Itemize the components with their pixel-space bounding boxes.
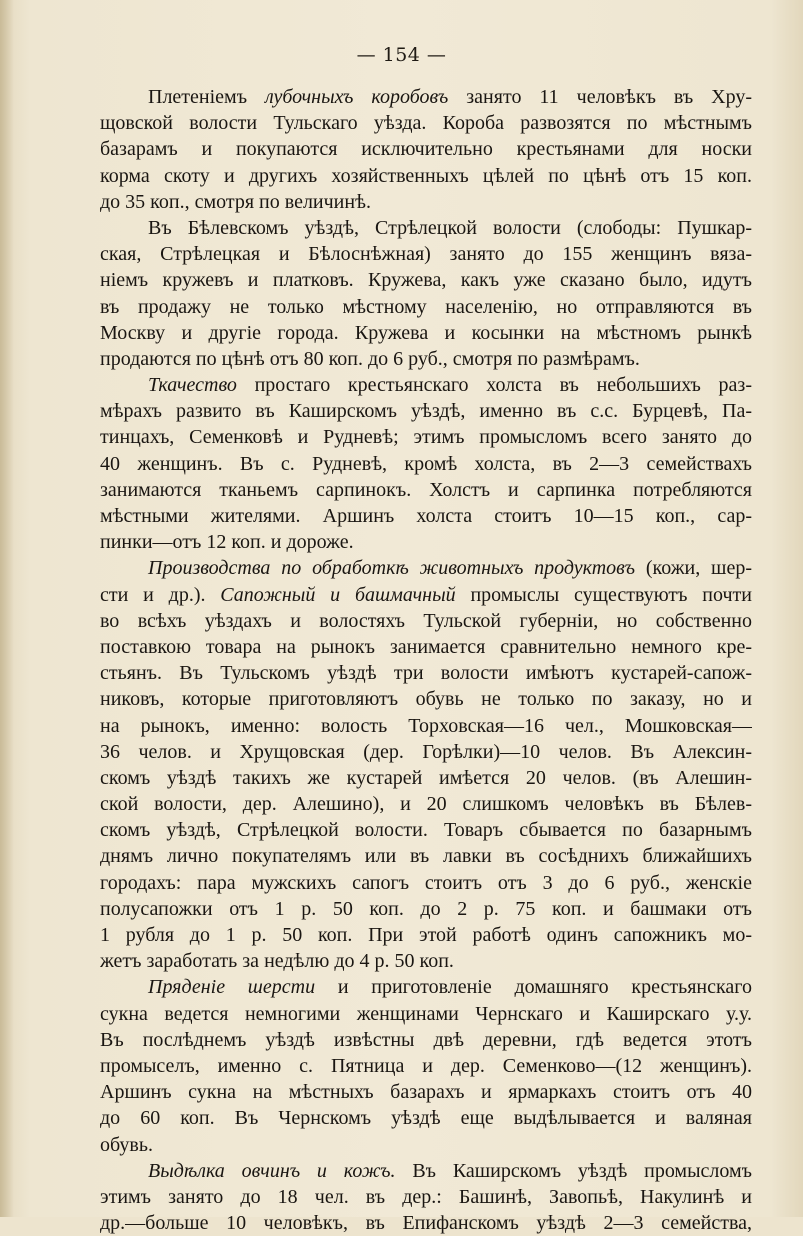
text-line [100,1210,752,1236]
text-line [100,294,752,320]
text-line [100,529,752,555]
text-segment: никовъ, которые приготовляютъ обувь не только по заказу, но и [100,688,752,711]
text-line [100,843,752,869]
text-line [100,1105,752,1131]
text-segment: продаются по цѣнѣ отъ 80 коп. до 6 руб., смотря по размѣрамъ. [100,347,640,370]
text-line [100,477,752,503]
text-segment: Аршинъ сукна на мѣстныхъ базарахъ и ярмаркахъ стоитъ отъ 40 [100,1081,752,1104]
page-binding-shadow [0,0,14,1217]
text-line [100,110,752,136]
text-line [100,1053,752,1079]
text-segment: скомъ уѣздѣ, Стрѣлецкой волости. Товаръ сбывается по базарнымъ [100,819,752,842]
text-segment: днямъ лично покупателямъ или въ лавки въ сосѣднихъ ближайшихъ [100,845,752,868]
text-line [100,582,752,608]
text-segment: корма скоту и другихъ хозяйственныхъ цѣлей по цѣнѣ отъ 15 коп. [100,164,752,187]
text-segment: 40 женщинъ. Въ с. Рудневѣ, кромѣ холста, въ 2—3 семействахъ [100,452,752,475]
page-text-body [100,84,752,1236]
text-line [100,791,752,817]
page-number: — 154 — [356,44,447,66]
text-line [100,660,752,686]
text-segment: въ продажу не только мѣстному населенію, но отправляются въ [100,295,752,318]
text-segment: поставкою товара на рынокъ занимается сравнительно немного кре- [100,635,752,658]
text-line [100,320,752,346]
text-segment: занято 11 человѣкъ въ Хру- [448,86,752,108]
text-segment: простаго крестьянскаго холста въ небольшихъ раз- [236,374,752,397]
text-segment: жетъ заработать за недѣлю до 4 р. 50 коп. [100,950,454,973]
text-line [100,634,752,660]
text-line [100,870,752,896]
text-segment: др.—больше 10 человѣкъ, въ Епифанскомъ уѣздѣ 2—3 семейства, [100,1212,752,1235]
text-segment: щовской волости Тульскаго уѣзда. Короба развозятся по мѣстнымъ [100,112,752,135]
text-segment: Въ Бѣлевскомъ уѣздѣ, Стрѣлецкой волости (слободы: Пушкар- [148,216,752,239]
text-line [100,1027,752,1053]
text-line [100,765,752,791]
text-line [100,84,752,110]
italic-term: Выдѣлка овчинъ и кожъ. [148,1159,396,1182]
text-segment: базарамъ и покупаются исключительно крестьянами для носки [100,138,752,161]
text-line [100,739,752,765]
text-line [100,896,752,922]
text-line [100,241,752,267]
text-line [100,163,752,189]
text-segment: 1 рубля до 1 р. 50 коп. При этой работѣ одинъ сапожникъ мо- [100,924,752,946]
text-segment: ская, Стрѣлецкая и Бѣлоснѣжная) занято до 155 женщинъ вяза- [100,243,752,266]
text-line [100,1001,752,1027]
italic-term: лубочныхъ коробовъ [265,86,449,108]
text-line [100,398,752,424]
text-line [100,346,752,372]
text-segment: пинки—отъ 12 коп. и дороже. [100,531,354,554]
text-line [100,424,752,450]
text-line [100,451,752,477]
text-line [100,922,752,948]
text-line [100,267,752,293]
text-line [100,189,752,215]
text-line [100,1184,752,1210]
text-segment: сти и др.). [100,583,221,606]
text-segment: сукна ведется немногими женщинами Чернскаго и Каширскаго у.у. [100,1002,752,1025]
text-segment: скомъ уѣздѣ такихъ же кустарей имѣется 20 челов. (въ Алешин- [100,766,752,789]
text-segment: ской волости, дер. Алешино), и 20 слишкомъ человѣкъ въ Бѣлев- [100,793,752,816]
text-line [100,974,752,1000]
text-segment: (кожи, шер- [634,557,752,580]
text-segment: 36 челов. и Хрущовская (дер. Горѣлки)—10 челов. Въ Алексин- [100,740,752,763]
text-line [100,503,752,529]
text-segment: ніемъ кружевъ и платковъ. Кружева, какъ уже сказано было, идутъ [100,269,752,292]
text-segment: мѣрахъ развито въ Каширскомъ уѣздѣ, именно въ с.с. Бурцевѣ, Па- [100,400,752,423]
text-segment: этимъ занято до 18 чел. въ дер.: Башинѣ, Завопьѣ, Накулинѣ и [100,1185,752,1208]
text-segment: и приготовленіе домашняго крестьянскаго [315,976,752,999]
text-segment: городахъ: пара мужскихъ сапогъ стоитъ отъ 3 до 6 руб., женскіе [100,871,752,894]
text-line [100,215,752,241]
text-segment: занимаются тканьемъ сарпинокъ. Холстъ и сарпинка потребляются [100,478,752,501]
text-segment: промыслы существуютъ почти [455,583,752,606]
text-line [100,1132,752,1158]
text-line [100,136,752,162]
text-segment: полусапожки отъ 1 р. 50 коп. до 2 р. 75 коп. и башмаки отъ [100,897,752,920]
text-line [100,608,752,634]
text-segment: стьянъ. Въ Тульскомъ уѣздѣ три волости имѣютъ кустарей-сапож- [100,662,752,685]
text-segment: Въ Каширскомъ уѣздѣ промысломъ [395,1159,752,1182]
text-segment: до 35 коп., смотря по величинѣ. [100,190,371,213]
text-segment: мѣстными жителями. Аршинъ холста стоитъ 10—15 коп., сар- [100,505,752,527]
text-line [100,1158,752,1184]
text-segment: промыселъ, именно с. Пятница и дер. Семенково—(12 женщинъ). [100,1054,752,1077]
text-line [100,817,752,843]
text-segment: Въ послѣднемъ уѣздѣ извѣстны двѣ деревни, гдѣ ведется этотъ [100,1028,752,1051]
text-segment: Плетеніемъ [148,86,266,108]
text-line [100,948,752,974]
text-line [100,686,752,712]
text-segment: тинцахъ, Семенковѣ и Рудневѣ; этимъ промысломъ всего занято до [100,426,752,449]
text-line [100,555,752,581]
text-segment: на рынокъ, именно: волость Торховская—16 чел., Мошковская— [100,714,752,737]
italic-term: Производства по обработкѣ животныхъ продуктовъ [148,557,635,580]
italic-term: Ткачество [148,374,237,397]
italic-term: Пряденіе шерсти [148,976,316,999]
text-line [100,1079,752,1105]
text-segment: во всѣхъ уѣздахъ и волостяхъ Тульской губерніи, но собственно [100,609,752,632]
text-segment: Москву и другіе города. Кружева и косынки на мѣстномъ рынкѣ [100,321,752,344]
italic-term: Сапожный и башмачный [220,583,456,606]
text-segment: обувь. [100,1133,153,1156]
text-segment: до 60 коп. Въ Чернскомъ уѣздѣ еще выдѣлывается и валяная [100,1107,752,1130]
text-line [100,713,752,739]
text-line [100,372,752,398]
